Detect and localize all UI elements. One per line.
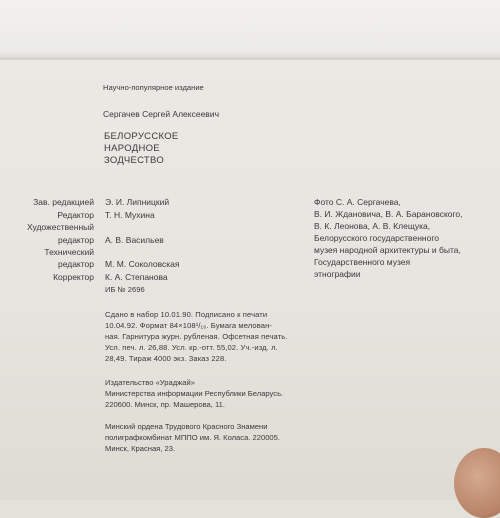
photo-credit-line: музея народной архитектуры и быта, (314, 245, 461, 255)
colophon-page (0, 60, 500, 500)
title-line-3: ЗОДЧЕСТВО (104, 155, 165, 166)
credit-label: редактор (57, 259, 94, 269)
credit-value: К. А. Степанова (105, 272, 168, 282)
credit-label: редактор (57, 235, 94, 245)
previous-page-edge (0, 0, 500, 60)
photo-credit-line: Белорусского государственного (314, 233, 439, 243)
title-line-2: НАРОДНОЕ (104, 143, 160, 154)
author-name: Сергачев Сергей Алексеевич (103, 109, 219, 119)
credit-value: М. М. Соколовская (105, 259, 180, 269)
print-details-line: 28,49. Тираж 4000 экз. Заказ 228. (105, 354, 227, 363)
print-details-line: 10.04.92. Формат 84×108¹/₁₆. Бумага мелован- (105, 321, 273, 330)
printer-line: полиграфкомбинат МППО им. Я. Коласа. 220005. (105, 433, 280, 442)
credit-label: Редактор (57, 210, 94, 220)
print-details-line: Сдано в набор 10.01.90. Подписано к печати (105, 310, 268, 319)
credit-label: Художественный (27, 222, 94, 232)
credit-value: А. В. Васильев (105, 235, 164, 245)
publisher-line: 220600. Минск, пр. Машерова, 11. (105, 400, 225, 409)
photo-credit-line: Государственного музея (314, 257, 411, 267)
credit-value: Э. И. Липницкий (105, 197, 170, 207)
credit-label: Зав. редакцией (33, 197, 94, 207)
finger-holding-page (454, 448, 500, 518)
publisher-line: Издательство «Ураджай» (105, 378, 195, 387)
photo-credit-line: Фото С. А. Сергачева, (314, 197, 401, 207)
credit-label: Корректор (53, 272, 94, 282)
photo-credit-line: В. К. Леонова, А. В. Клещука, (314, 221, 431, 231)
printer-line: Минск, Красная, 23. (105, 444, 176, 453)
title-line-1: БЕЛОРУССКОЕ (104, 131, 179, 142)
credit-label: Технический (44, 247, 94, 257)
printer-line: Минский ордена Трудового Красного Знамени (105, 422, 268, 431)
print-details-line: Усл. печ. л. 26,88. Усл. кр.-отт. 55,02. Уч.-изд. л. (105, 343, 278, 352)
photo-credit-line: этнографии (314, 269, 361, 279)
photo-credit-line: В. И. Ждановича, В. А. Барановского, (314, 209, 463, 219)
edition-type: Научно-популярное издание (103, 83, 204, 92)
ib-number: ИБ № 2696 (105, 285, 145, 294)
publisher-line: Министерства информации Республики Беларусь. (105, 389, 284, 398)
print-details-line: ная. Гарнитура журн. рубленая. Офсетная печать. (105, 332, 288, 341)
credit-value: Т. Н. Мухина (105, 210, 155, 220)
